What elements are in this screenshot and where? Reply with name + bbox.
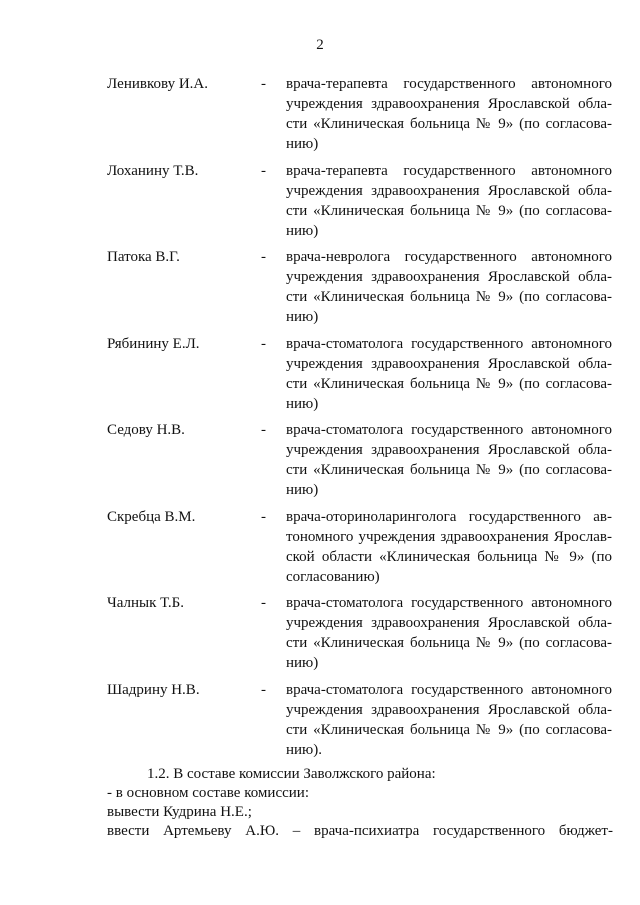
member-name: Шадрину Н.В.: [107, 682, 200, 698]
member-name: Скребца В.М.: [107, 509, 196, 525]
position-line: врача-оториноларинголога государственного ав-: [286, 509, 612, 525]
position-line: сти «Клиническая больница № 9» (по согласова-: [286, 203, 612, 219]
member-position: [286, 74, 612, 154]
position-line: нию).: [286, 742, 323, 758]
position-line: врача-терапевта государственного автономного: [286, 76, 612, 92]
member-name: Рябинину Е.Л.: [107, 336, 200, 352]
member-position: [286, 680, 612, 760]
section-1-2: [107, 765, 613, 841]
position-line: учреждения здравоохранения Ярославской обла-: [286, 269, 612, 285]
dash-separator: -: [261, 163, 266, 179]
main-composition-line: - в основном составе комиссии:: [107, 785, 309, 801]
dash-separator: -: [261, 509, 266, 525]
position-line: согласованию): [286, 569, 380, 585]
member-name: Чалнык Т.Б.: [107, 595, 184, 611]
member-name: Лоханину Т.В.: [107, 163, 199, 179]
position-line: нию): [286, 396, 319, 412]
position-line: тономного учреждения здравоохранения Ярослав-: [286, 529, 612, 545]
dash-separator: -: [261, 682, 266, 698]
dash-separator: -: [261, 422, 266, 438]
page-number: 2: [316, 37, 324, 53]
position-line: врача-стоматолога государственного автономного: [286, 595, 612, 611]
position-line: учреждения здравоохранения Ярославской обла-: [286, 615, 612, 631]
member-position: [286, 507, 612, 587]
position-line: врача-стоматолога государственного автономного: [286, 682, 612, 698]
member-name: Седову Н.В.: [107, 422, 185, 438]
position-line: нию): [286, 309, 319, 325]
member-name: Лeнивкову И.А.: [107, 76, 208, 92]
position-line: учреждения здравоохранения Ярославской обла-: [286, 183, 612, 199]
position-line: учреждения здравоохранения Ярославской обла-: [286, 96, 612, 112]
position-line: нию): [286, 223, 319, 239]
position-line: сти «Клиническая больница № 9» (по согласова-: [286, 635, 612, 651]
position-line: сти «Клиническая больница № 9» (по согласова-: [286, 722, 612, 738]
section-heading: 1.2. В составе комиссии Заволжского района:: [147, 766, 436, 782]
member-position: [286, 247, 612, 327]
position-line: врача-терапевта государственного автономного: [286, 163, 612, 179]
position-line: врача-стоматолога государственного автономного: [286, 336, 612, 352]
member-position: [286, 593, 612, 673]
position-line: нию): [286, 136, 319, 152]
dash-separator: -: [261, 249, 266, 265]
dash-separator: -: [261, 76, 266, 92]
member-position: [286, 420, 612, 500]
dash-separator: -: [261, 595, 266, 611]
dash-separator: -: [261, 336, 266, 352]
member-position: [286, 161, 612, 241]
position-line: нию): [286, 655, 319, 671]
position-line: учреждения здравоохранения Ярославской обла-: [286, 442, 612, 458]
member-name: Патока В.Г.: [107, 249, 180, 265]
position-line: учреждения здравоохранения Ярославской обла-: [286, 356, 612, 372]
position-line: ской области «Клиническая больница № 9» (по: [286, 549, 612, 565]
position-line: нию): [286, 482, 319, 498]
position-line: врача-стоматолога государственного автономного: [286, 422, 612, 438]
remove-member-line: вывести Кудрина Н.Е.;: [107, 804, 252, 820]
position-line: учреждения здравоохранения Ярославской обла-: [286, 702, 612, 718]
position-line: сти «Клиническая больница № 9» (по согласова-: [286, 289, 612, 305]
add-member-line: ввести Артемьеву А.Ю. – врача-психиатра государственного бюджет-: [107, 823, 613, 839]
position-line: врача-невролога государственного автономного: [286, 249, 612, 265]
position-line: сти «Клиническая больница № 9» (по согласова-: [286, 376, 612, 392]
position-line: сти «Клиническая больница № 9» (по согласова-: [286, 116, 612, 132]
member-position: [286, 334, 612, 414]
position-line: сти «Клиническая больница № 9» (по согласова-: [286, 462, 612, 478]
